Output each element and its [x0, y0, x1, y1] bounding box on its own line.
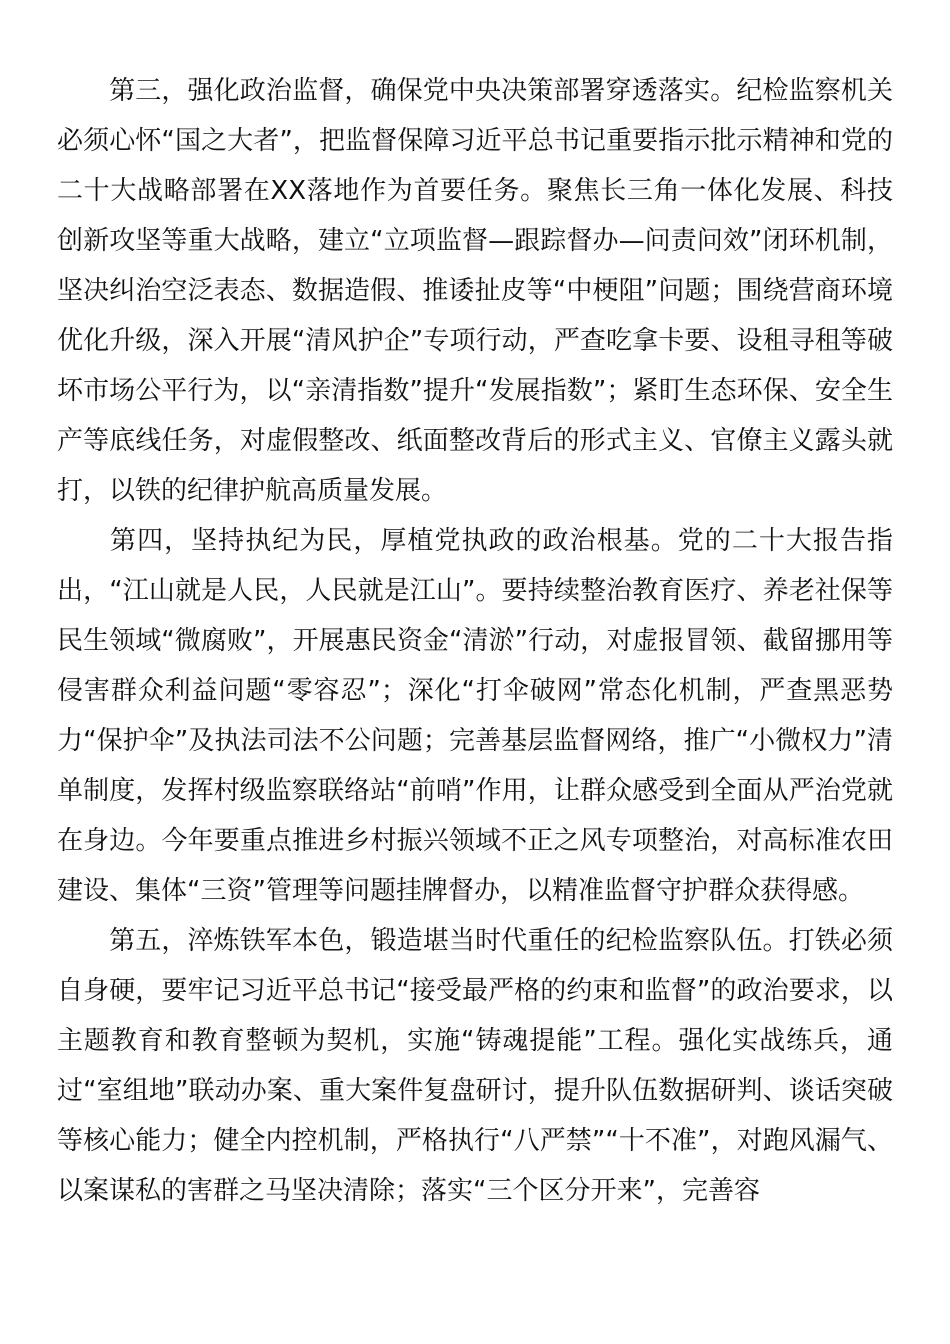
document-page [57, 66, 893, 1216]
paragraph-third [57, 66, 893, 516]
paragraph-text: 第四，坚持执纪为民，厚植党执政的政治根基。党的二十大报告指出，“江山就是人民，人民就是江山”。要持续整治教育医疗、养老社保等民生领域“微腐败”，开展惠民资金“清淤”行动，对虚报冒领、截留挪用等侵害群众利益问题“零容忍”；深化“打伞破网”常态化机制，严查黑恶势力“保护伞”及执法司法不公问题；完善基层监督网络，推广“小微权力”清单制度，发挥村级监察联络站“前哨”作用，让群众感受到全面从严治党就在身边。今年要重点推进乡村振兴领域不正之风专项整治，对高标准农田建设、集体“三资”管理等问题挂牌督办，以精准监督守护群众获得感。 [57, 526, 893, 906]
paragraph-text: 第三，强化政治监督，确保党中央决策部署穿透落实。纪检监察机关必须心怀“国之大者”，把监督保障习近平总书记重要指示批示精神和党的二十大战略部署在XX落地作为首要任务。聚焦长三角一体化发展、科技创新攻坚等重大战略，建立“立项监督—跟踪督办—问责问效”闭环机制，坚决纠治空泛表态、数据造假、推诿扯皮等“中梗阻”问题；围绕营商环境优化升级，深入开展“清风护企”专项行动，严查吃拿卡要、设租寻租等破坏市场公平行为，以“亲清指数”提升“发展指数”；紧盯生态环保、安全生产等底线任务，对虚假整改、纸面整改背后的形式主义、官僚主义露头就打，以铁的纪律护航高质量发展。 [57, 76, 893, 506]
paragraph-text: 第五，淬炼铁军本色，锻造堪当时代重任的纪检监察队伍。打铁必须自身硬，要牢记习近平总书记“接受最严格的约束和监督”的政治要求，以主题教育和教育整顿为契机，实施“铸魂提能”工程。强化实战练兵，通过“室组地”联动办案、重大案件复盘研讨，提升队伍数据研判、谈话突破等核心能力；健全内控机制，严格执行“八严禁”“十不准”，对跑风漏气、以案谋私的害群之马坚决清除；落实“三个区分开来”，完善容 [57, 926, 893, 1206]
paragraph-fourth [57, 516, 893, 916]
paragraph-fifth [57, 916, 893, 1216]
